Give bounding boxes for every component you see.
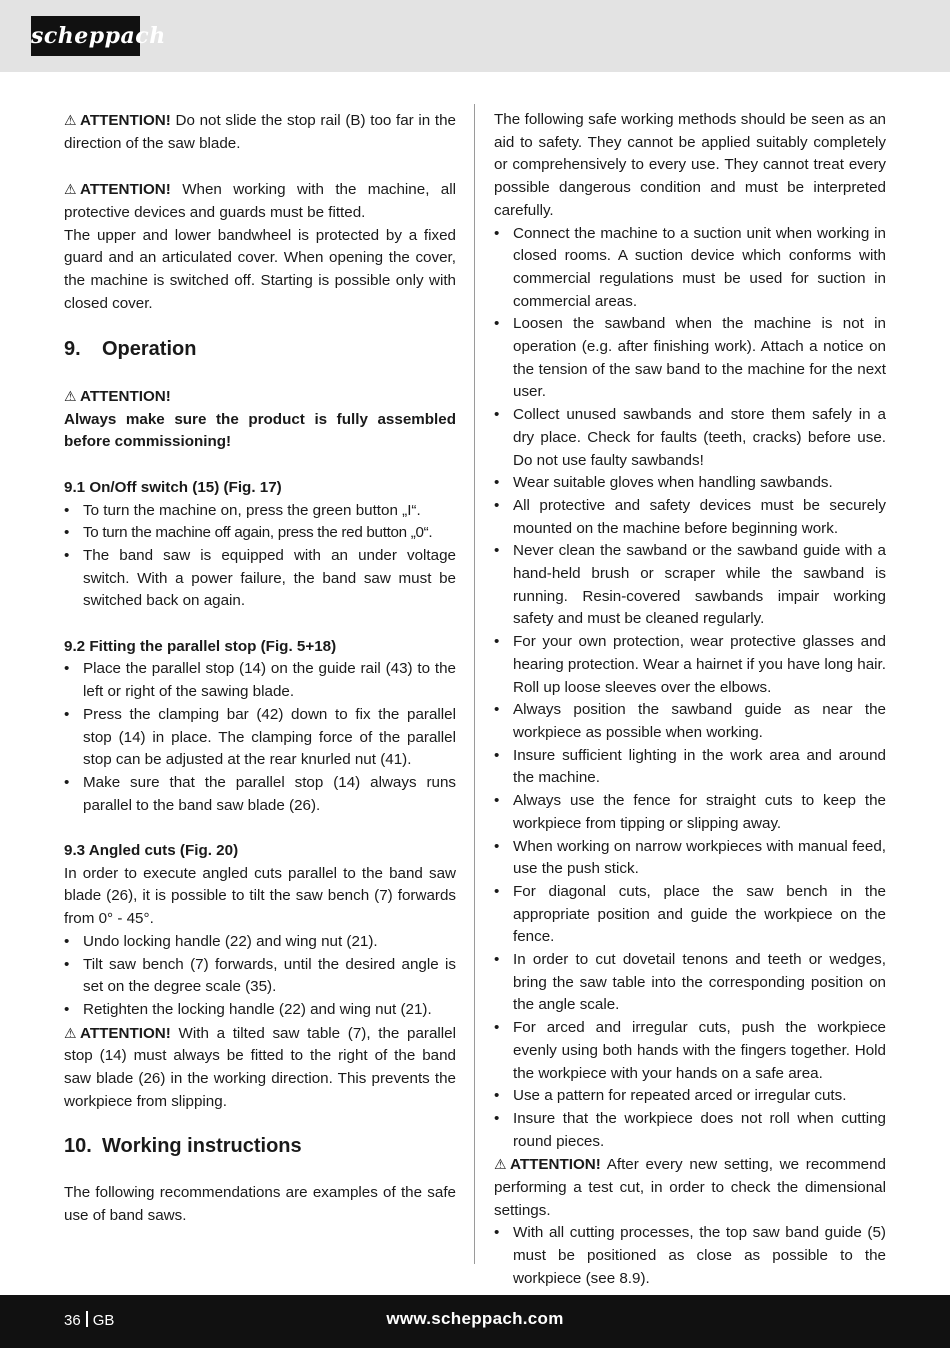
list-item: • Always position the sawband guide as near the workpiece as possible when working.: [494, 699, 886, 744]
warning-triangle-icon: ⚠: [64, 1024, 77, 1041]
bullet-list: [64, 658, 456, 817]
list-item: • With all cutting processes, the top saw band guide (5) must be positioned as close as possible to the workpiece (see 8.9).: [494, 1222, 886, 1290]
right-column: [494, 109, 886, 1291]
attention-note: ⚠ ATTENTION! With a tilted saw table (7), the parallel stop (14) must always be fitted to the right of the band saw blade (26) in the working direction. This prevents the workpiece from slipping.: [64, 1022, 456, 1114]
list-item: • Always use the fence for straight cuts to keep the workpiece from tipping or slipping away.: [494, 790, 886, 835]
warning-triangle-icon: ⚠: [64, 388, 77, 404]
subsection-title: 9.3 Angled cuts (Fig. 20): [64, 842, 239, 860]
subsection-title: 9.1 On/Off switch (15) (Fig. 17): [64, 478, 282, 496]
page-number: 36 GB: [64, 1312, 115, 1329]
list-item: • Connect the machine to a suction unit when working in closed rooms. A suction device which conforms with commercial regulations must be used for suction in commercial areas.: [494, 223, 886, 314]
left-column: [64, 109, 456, 1228]
paragraph: The following safe working methods should be seen as an aid to safety. They cannot be applied suitably completely or comprehensively to every use. They cannot treat every possible dangerous condition and must be interpreted carefully.: [494, 111, 886, 219]
warning-triangle-icon: ⚠: [64, 181, 77, 198]
list-item: • Place the parallel stop (14) on the guide rail (43) to the left or right of the sawing blade.: [64, 658, 456, 703]
section-heading: 9. Operation: [64, 338, 197, 361]
paragraph: In order to execute angled cuts parallel to the band saw blade (26), it is possible to tilt the saw bench (7) forwards from 0° - 45°.: [64, 864, 456, 928]
list-item: • In order to cut dovetail tenons and teeth or wedges, bring the saw table into the corresponding position on the angle scale.: [494, 949, 886, 1017]
bullet-list: [494, 1222, 886, 1290]
list-item: • Insure that the workpiece does not roll when cutting round pieces.: [494, 1108, 886, 1153]
bullet-list: [64, 500, 456, 614]
list-item: • To turn the machine off again, press the red button „0“.: [64, 522, 456, 545]
list-item: • Insure sufficient lighting in the work area and around the machine.: [494, 745, 886, 790]
list-item: • For diagonal cuts, place the saw bench in the appropriate position and guide the workpiece on the fence.: [494, 881, 886, 949]
scheppach-logo: scheppach: [31, 16, 140, 56]
section-heading: 10. Working instructions: [64, 1135, 302, 1158]
list-item: • Collect unused sawbands and store them safely in a dry place. Check for faults (teeth, cracks) before use. Do not use faulty sawbands!: [494, 404, 886, 472]
attention-note: ⚠ ATTENTION! When working with the machine, all protective devices and guards must be fitted.: [64, 178, 456, 224]
list-item: • Loosen the sawband when the machine is not in operation (e.g. after finishing work). Attach a notice on the tension of the saw band to the machine for the next user.: [494, 313, 886, 404]
header-bar: [0, 0, 950, 72]
website-link[interactable]: www.scheppach.com: [386, 1309, 564, 1328]
list-item: • Make sure that the parallel stop (14) always runs parallel to the band saw blade (26).: [64, 772, 456, 817]
list-item: • The band saw is equipped with an under voltage switch. With a power failure, the band saw must be switched back on again.: [64, 545, 456, 613]
warning-triangle-icon: ⚠: [494, 1156, 507, 1173]
list-item: • Undo locking handle (22) and wing nut (21).: [64, 931, 456, 954]
attention-text: Always make sure the product is fully assembled before commissioning!: [64, 410, 456, 451]
attention-note: ⚠ ATTENTION! After every new setting, we recommend performing a test cut, in order to check the dimensional settings.: [494, 1153, 886, 1222]
list-item: • Tilt saw bench (7) forwards, until the desired angle is set on the degree scale (35).: [64, 954, 456, 999]
list-item: • To turn the machine on, press the green button „I“.: [64, 500, 456, 523]
list-item: • Press the clamping bar (42) down to fix the parallel stop (14) in place. The clamping force of the parallel stop can be adjusted at the rear knurled nut (41).: [64, 704, 456, 772]
list-item: • For arced and irregular cuts, push the workpiece evenly using both hands with the fingers together. Hold the workpiece with your hands on a safe area.: [494, 1017, 886, 1085]
bullet-list: [64, 931, 456, 1022]
attention-note: ⚠ ATTENTION! Do not slide the stop rail (B) too far in the direction of the saw blade.: [64, 109, 456, 155]
paragraph: The upper and lower bandwheel is protected by a fixed guard and an articulated cover. When opening the cover, the machine is switched off. Starting is possible only with closed cover.: [64, 226, 456, 312]
list-item: • All protective and safety devices must be securely mounted on the machine before beginning work.: [494, 495, 886, 540]
list-item: • Use a pattern for repeated arced or irregular cuts.: [494, 1085, 886, 1108]
footer-bar: [0, 1295, 950, 1348]
bullet-list: [494, 223, 886, 1154]
column-divider: [474, 104, 475, 1264]
list-item: • Wear suitable gloves when handling sawbands.: [494, 472, 886, 495]
list-item: • When working on narrow workpieces with manual feed, use the push stick.: [494, 836, 886, 881]
attention-note: ⚠ ATTENTION!: [64, 385, 456, 409]
warning-triangle-icon: ⚠: [64, 112, 77, 128]
list-item: • Retighten the locking handle (22) and wing nut (21).: [64, 999, 456, 1022]
paragraph: The following recommendations are examples of the safe use of band saws.: [64, 1184, 456, 1224]
list-item: • Never clean the sawband or the sawband guide with a hand-held brush or scraper while the sawband is running. Resin-covered sawbands impair working safety and must be cleaned regularly.: [494, 540, 886, 631]
list-item: • For your own protection, wear protective glasses and hearing protection. Wear a hairnet if you have long hair. Roll up loose sleeves over the elbows.: [494, 631, 886, 699]
subsection-title: 9.2 Fitting the parallel stop (Fig. 5+18): [64, 637, 337, 655]
